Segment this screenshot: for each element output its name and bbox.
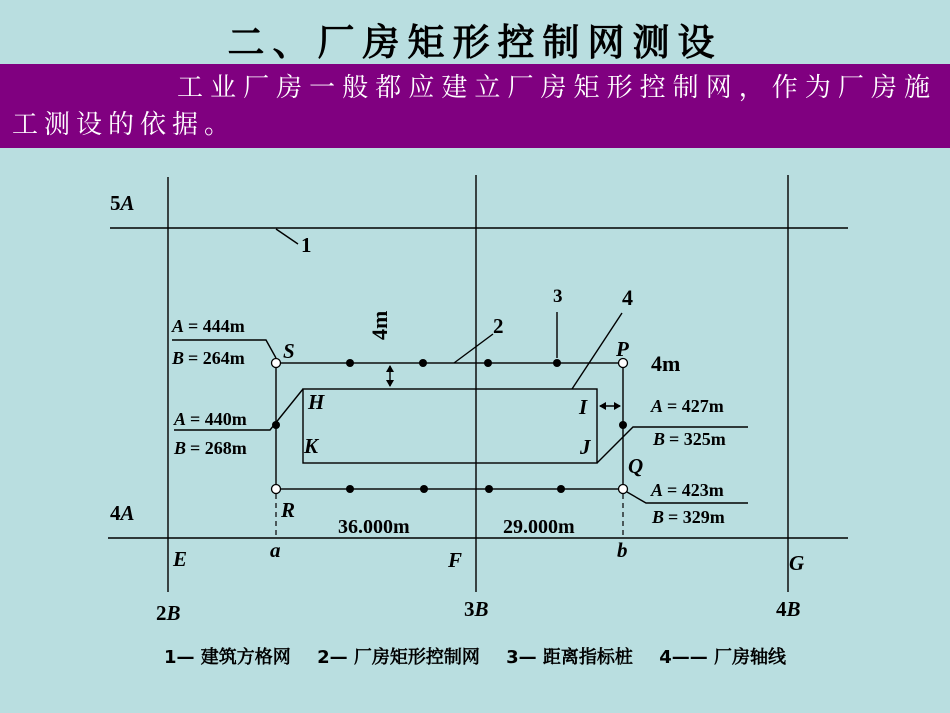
grid-label-4A: 4A: [110, 501, 135, 525]
axis-point-H-label: H: [308, 390, 325, 414]
corner-Q-marker: [619, 485, 628, 494]
corner-Q-label: Q: [628, 454, 644, 478]
control-rectangle: [276, 363, 623, 489]
point-a-label: a: [270, 538, 281, 562]
axis-point-I-label: I: [579, 395, 588, 419]
legend-item-3: 3— 距离指标桩: [506, 647, 633, 668]
coord-Q-A: A = 423m: [651, 480, 724, 500]
corner-R-marker: [272, 485, 281, 494]
point-F-label: F: [448, 548, 463, 572]
legend-item-4: 4—— 厂房轴线: [659, 647, 787, 668]
corner-S-label: S: [283, 339, 295, 363]
corner-P-label: P: [616, 337, 629, 361]
offset-right-label: 4m: [651, 351, 681, 376]
diagram-legend: [0, 643, 950, 669]
legend-item-1: 1— 建筑方格网: [163, 647, 291, 668]
grid-label-4B: 4B: [776, 597, 801, 621]
point-b-label: b: [617, 538, 628, 562]
offset-top-label: 4m: [367, 310, 392, 340]
offset-arrow-top: [386, 365, 394, 387]
axis-point-K-label: K: [304, 434, 319, 458]
intro-text: 工业厂房一般都应建立厂房矩形控制网，作为厂房施工测设的依据。: [12, 73, 936, 140]
coord-H-A: A = 440m: [174, 409, 247, 429]
coord-S-B: B = 264m: [172, 348, 245, 368]
coord-Q-B: B = 329m: [652, 507, 725, 527]
callout-1: 1: [301, 233, 312, 257]
coord-H-B: B = 268m: [174, 438, 247, 458]
grid-label-3B: 3B: [464, 597, 489, 621]
coord-I-B: B = 325m: [653, 429, 726, 449]
distance-marker-piles: [272, 359, 627, 493]
coord-I-A: A = 427m: [651, 396, 724, 416]
grid-label-2B: 2B: [156, 601, 181, 625]
point-G-label: G: [789, 551, 805, 575]
legend-item-2: 2— 厂房矩形控制网: [317, 647, 480, 668]
axis-point-J-label: J: [580, 435, 591, 459]
callout-4: 4: [622, 285, 633, 310]
corner-S-marker: [272, 359, 281, 368]
dimension-right: 29.000m: [503, 516, 575, 538]
offset-arrow-right: [599, 402, 621, 410]
grid-label-5A: 5A: [110, 191, 135, 215]
coord-S-A: A = 444m: [172, 316, 245, 336]
corner-R-label: R: [281, 498, 296, 522]
slide-title: 二、厂房矩形控制网测设: [227, 20, 723, 64]
point-E-label: E: [173, 547, 188, 571]
callout-2: 2: [493, 314, 504, 338]
callout-3: 3: [553, 286, 563, 307]
dimension-left: 36.000m: [338, 516, 410, 538]
building-axis-rectangle: [303, 389, 597, 463]
